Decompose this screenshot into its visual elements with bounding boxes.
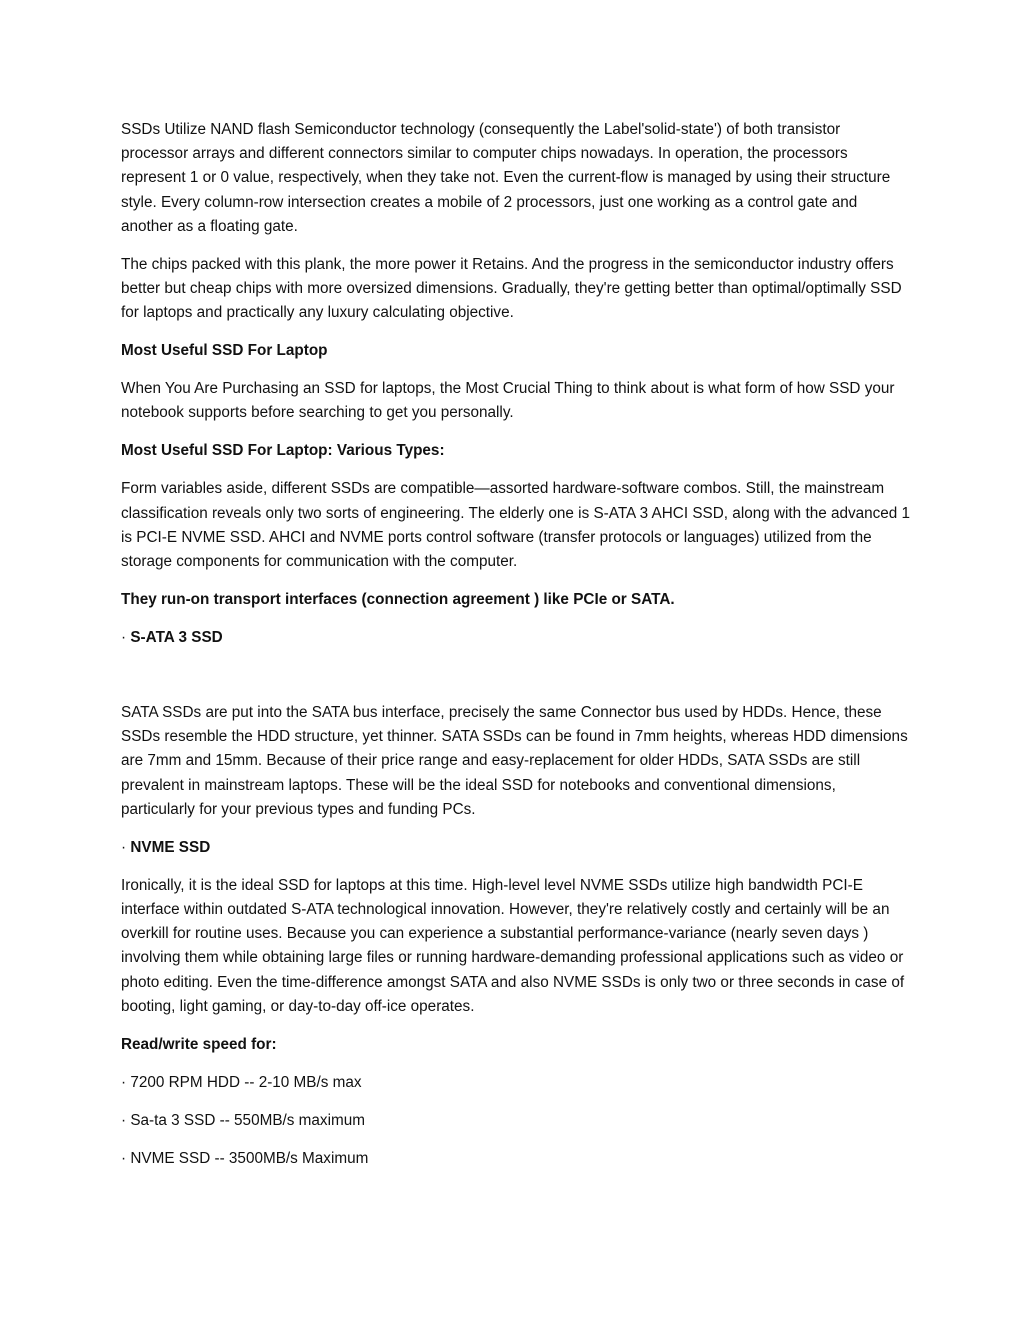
nvme-paragraph: Ironically, it is the ideal SSD for laptops at this time. High-level level NVME SSDs utilize high bandwidth PCI-E interface within outdated S-ATA technological innovation. However, they're relatively costly and certainly will be an overkill for routine uses. Because you can experience a substantial performance-variance (nearly seven days ) involving them while obtaining large files or running hardware-demanding professional applications such as video or photo editing. Even the time-difference amongst SATA and also NVME SSDs is only two or three seconds in case of booting, light gaming, or day-to-day off-ice operates. [121, 876, 905, 1015]
speed-item-sata: · Sa-ta 3 SSD -- 550MB/s maximum [121, 1111, 365, 1129]
spacer [121, 664, 911, 701]
section-heading-various-types: Most Useful SSD For Laptop: Various Types: [121, 442, 445, 460]
document-body [121, 118, 911, 1185]
bullet-label: NVME SSD [130, 838, 211, 856]
speed-item-hdd: · 7200 RPM HDD -- 2-10 MB/s max [121, 1073, 362, 1091]
transport-interfaces-heading: They run-on transport interfaces (connection agreement ) like PCIe or SATA. [121, 591, 675, 609]
bullet-sata-heading [121, 626, 911, 650]
chips-paragraph: The chips packed with this plank, the more power it Retains. And the progress in the semiconductor industry offers better but cheap chips with more oversized dimensions. Gradually, they're getting better than optimal/optimally SSD for laptops and practically any luxury calculating objective. [121, 255, 902, 322]
sata-paragraph: SATA SSDs are put into the SATA bus interface, precisely the same Connector bus used by HDDs. Hence, these SSDs resemble the HDD structure, yet thinner. SATA SSDs can be found in 7mm heights, whereas HDD dimensions are 7mm and 15mm. Because of their price range and easy-replacement for older HDDs, SATA SSDs are still prevalent in mainstream laptops. These will be the ideal SSD for notebooks and conventional dimensions, particularly for your previous types and funding PCs. [121, 704, 908, 818]
speed-item-nvme: · NVME SSD -- 3500MB/s Maximum [121, 1149, 369, 1167]
bullet-label: S-ATA 3 SSD [130, 629, 223, 647]
section-heading-most-useful-ssd: Most Useful SSD For Laptop [121, 342, 328, 360]
purchasing-paragraph: When You Are Purchasing an SSD for laptops, the Most Crucial Thing to think about is what form of how SSD your notebook supports before searching to get you personally. [121, 380, 895, 422]
form-variables-paragraph: Form variables aside, different SSDs are compatible—assorted hardware-software combos. Still, the mainstream classification reveals only two sorts of engineering. The elderly one is S-ATA 3 AHCI SSD, along with the advanced 1 is PCI-E NVME SSD. AHCI and NVME ports control software (transfer protocols or languages) utilized from the storage components for communication with the computer. [121, 480, 911, 571]
bullet-marker: · [121, 629, 131, 647]
read-write-speed-heading: Read/write speed for: [121, 1035, 277, 1053]
intro-paragraph: SSDs Utilize NAND flash Semiconductor technology (consequently the Label'solid-state') of both transistor processor arrays and different connectors similar to computer chips nowadays. In operation, the processors represent 1 or 0 value, respectively, when they take not. Even the current-flow is managed by using their structure style. Every column-row intersection creates a mobile of 2 processors, just one working as a control gate and another as a floating gate. [121, 121, 891, 235]
bullet-marker: · [121, 838, 131, 856]
bullet-nvme-heading [121, 836, 911, 860]
